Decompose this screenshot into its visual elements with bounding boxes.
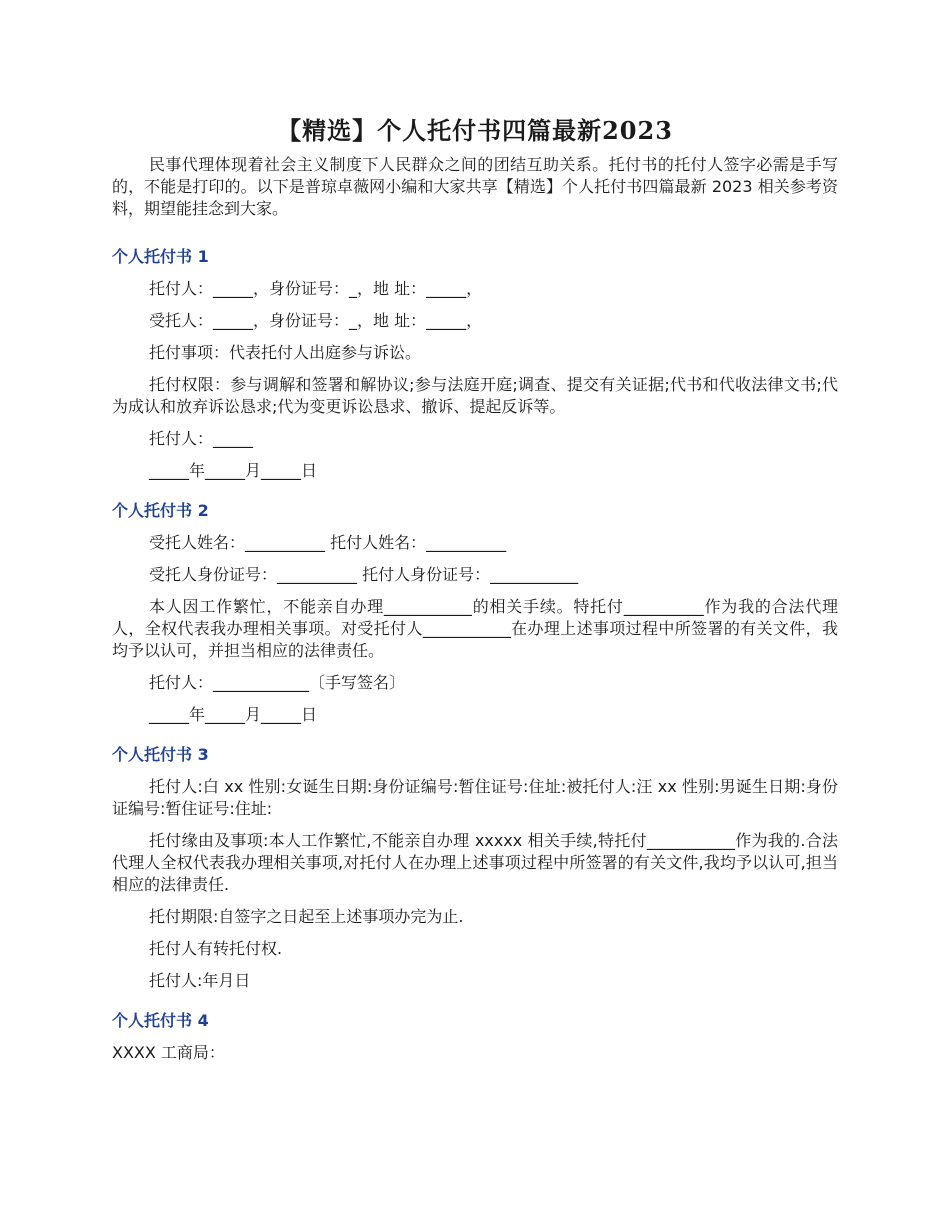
date-line: _____年_____月_____日	[149, 461, 318, 480]
intro-paragraph: 民事代理体现着社会主义制度下人民群众之间的团结互助关系。托付书的托付人签字必需是手写的，不能是打印的。以下是普琼卓薇网小编和大家共享【精选】个人托付书四篇最新 2023 相关参考资料，期望能挂念到大家。	[112, 155, 838, 218]
paragraph: 受托人：_____，身份证号：_，地 址：_____，	[149, 311, 483, 330]
paragraph: 托付期限:自签字之日起至上述事项办完为止.	[149, 907, 464, 926]
paragraph: 托付人:白 xx 性别:女诞生日期:身份证编号:暂住证号:住址:被托付人:汪 xx 性别:男诞生日期:身份证编号:暂住证号:住址:	[112, 777, 838, 818]
paragraph: 托付权限：参与调解和签署和解协议;参与法庭开庭;调查、提交有关证据;代书和代收法律文书;代为成认和放弃诉讼恳求;代为变更诉讼恳求、撤诉、提起反诉等。	[112, 375, 838, 416]
paragraph: 本人因工作繁忙，不能亲自办理___________的相关手续。特托付__________作为我的合法代理人，全权代表我办理相关事项。对受托付人___________在办理上述事项过程中所签署的有关文件，我均予以认可，并担当相应的法律责任。	[112, 597, 838, 660]
paragraph: 托付人:年月日	[149, 971, 251, 990]
section-heading-1: 个人托付书 1	[112, 247, 209, 266]
section-heading-3: 个人托付书 3	[112, 745, 209, 764]
paragraph: 托付人有转托付权.	[149, 939, 283, 958]
date-line: _____年_____月_____日	[149, 705, 318, 724]
paragraph: 托付人：_____	[149, 429, 254, 448]
section-heading-4: 个人托付书 4	[112, 1011, 209, 1030]
paragraph: 受托人姓名：__________ 托付人姓名：__________	[149, 533, 507, 552]
paragraph: XXXX 工商局：	[112, 1043, 225, 1062]
document-page	[112, 112, 838, 1074]
paragraph: 托付缘由及事项:本人工作繁忙,不能亲自办理 xxxxx 相关手续,特托付___________作为我的.合法代理人全权代表我办理相关事项,对托付人在办理上述事项过程中所签署的有关文件,我均予以认可,担当相应的法律责任.	[112, 831, 838, 894]
paragraph: 托付事项：代表托付人出庭参与诉讼。	[149, 343, 422, 362]
paragraph: 托付人：____________〔手写签名〕	[149, 673, 406, 692]
document-title: 【精选】个人托付书四篇最新2023	[277, 116, 673, 145]
section-heading-2: 个人托付书 2	[112, 501, 209, 520]
paragraph: 受托人身份证号：__________ 托付人身份证号：___________	[149, 565, 579, 584]
paragraph: 托付人：_____，身份证号：_，地 址：_____，	[149, 279, 483, 298]
